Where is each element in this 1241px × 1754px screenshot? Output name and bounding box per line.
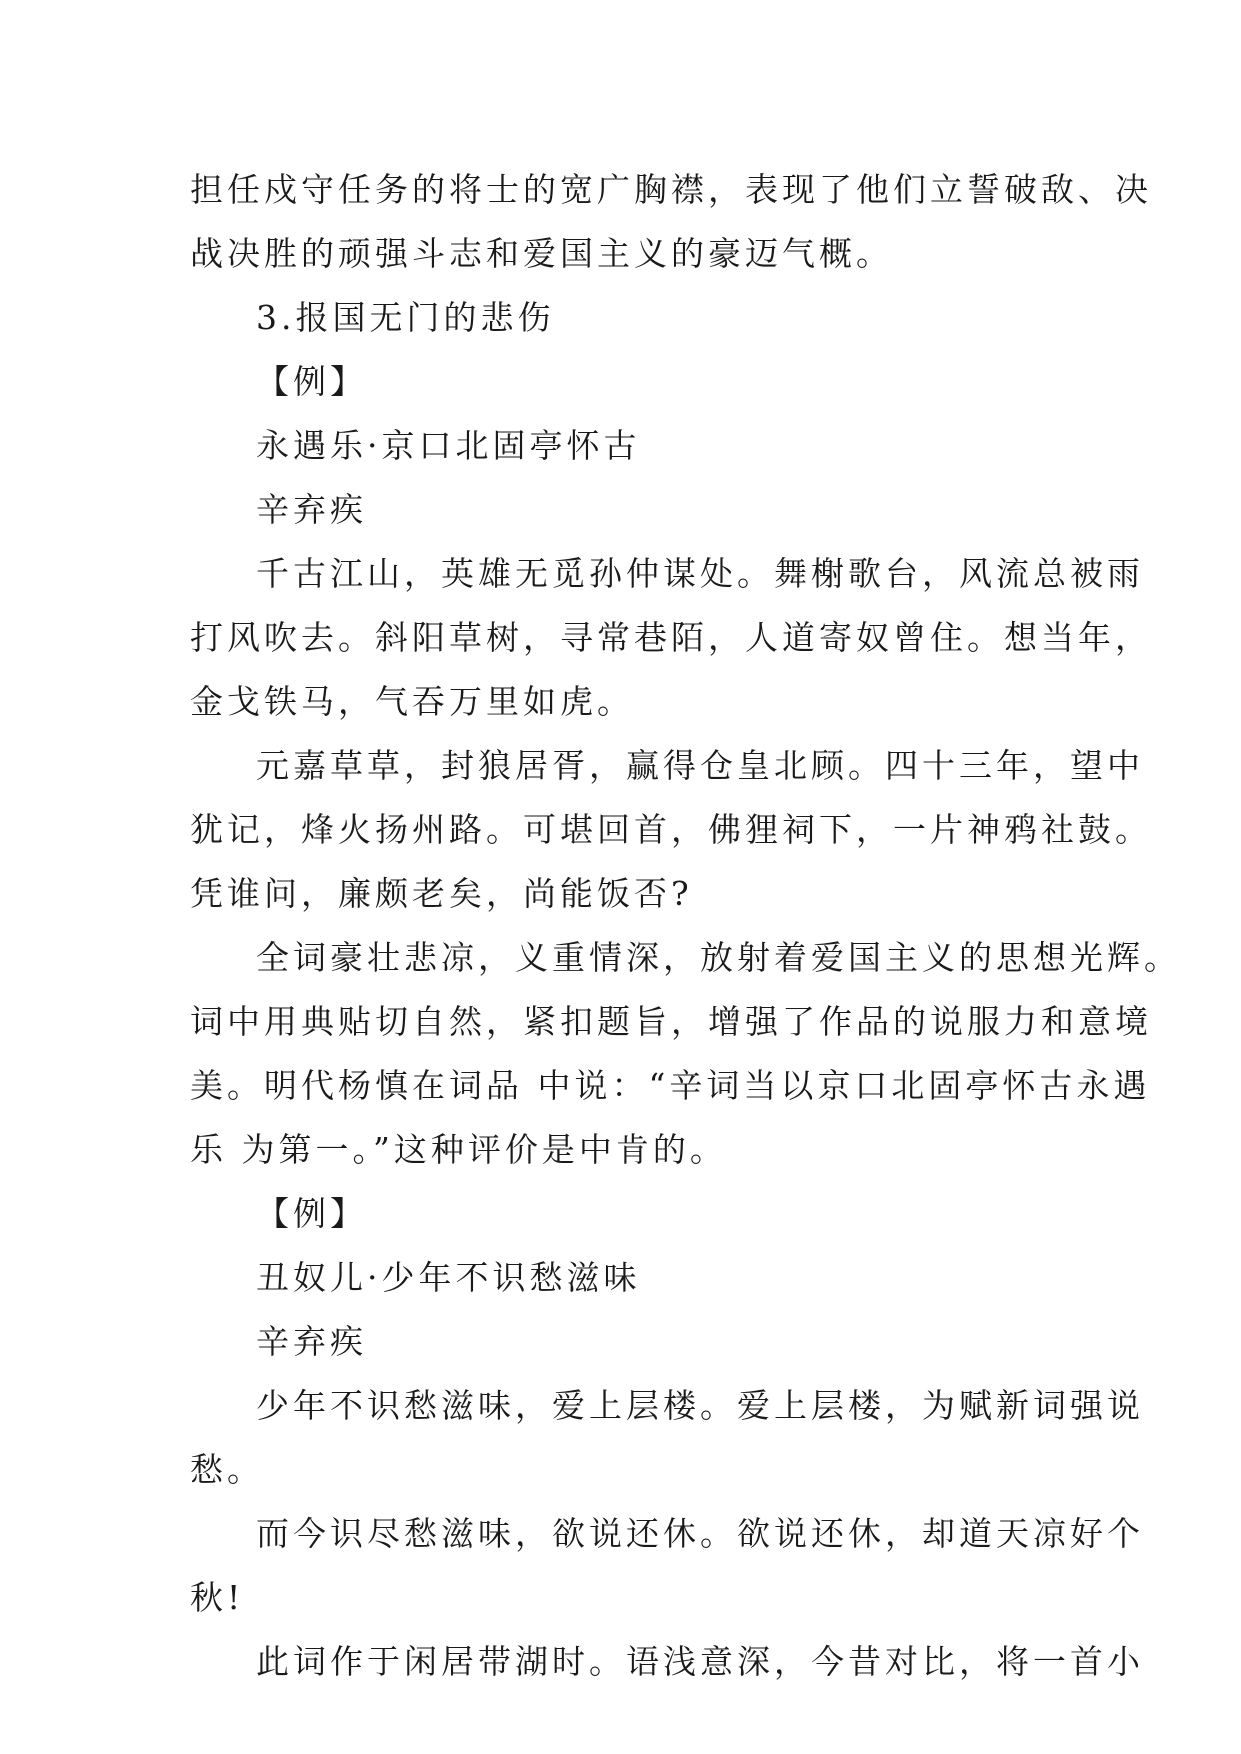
poem-line: 元嘉草草，封狼居胥，赢得仓皇北顾。四十三年，望中 (256, 746, 1144, 785)
commentary-line: 美。明代杨慎在词品 中说：“辛词当以京口北固亭怀古永遇 (190, 1066, 1151, 1105)
poem-line: 愁。 (190, 1450, 264, 1489)
poem-line: 犹记，烽火扬州路。可堪回首，佛狸祠下，一片神鸦社鼓。 (190, 810, 1152, 849)
example-label: 【例】 (256, 1194, 367, 1233)
poem-line: 秋! (190, 1578, 245, 1617)
poem-line: 少年不识愁滋味，爱上层楼。爱上层楼，为赋新词强说 (256, 1386, 1144, 1425)
poem-author: 辛弃疾 (256, 490, 367, 529)
commentary-line: 乐 为第一。”这种评价是中肯的。 (190, 1130, 727, 1169)
poem-title: 永遇乐·京口北固亭怀古 (256, 426, 641, 465)
commentary-line: 此词作于闲居带湖时。语浅意深，今昔对比，将一首小 (256, 1642, 1144, 1681)
commentary-line: 全词豪壮悲凉，义重情深，放射着爱国主义的思想光辉。 (256, 938, 1181, 977)
poem-line: 金戈铁马，气吞万里如虎。 (190, 682, 634, 721)
text-line: 战决胜的顽强斗志和爱国主义的豪迈气概。 (190, 234, 893, 273)
poem-line: 千古江山，英雄无觅孙仲谋处。舞榭歌台，风流总被雨 (256, 554, 1144, 593)
text-line: 担任戍守任务的将士的宽广胸襟，表现了他们立誓破敌、决 (190, 170, 1152, 209)
poem-author: 辛弃疾 (256, 1322, 367, 1361)
poem-line: 而今识尽愁滋味，欲说还休。欲说还休，却道天凉好个 (256, 1514, 1144, 1553)
commentary-line: 词中用典贴切自然，紧扣题旨，增强了作品的说服力和意境 (190, 1002, 1152, 1041)
poem-title: 丑奴儿·少年不识愁滋味 (256, 1258, 641, 1297)
section-heading: 3.报国无门的悲伤 (256, 298, 555, 337)
poem-line: 凭谁问，廉颇老矣，尚能饭否? (190, 874, 693, 913)
poem-line: 打风吹去。斜阳草树，寻常巷陌，人道寄奴曾住。想当年， (190, 618, 1152, 657)
example-label: 【例】 (256, 362, 367, 401)
